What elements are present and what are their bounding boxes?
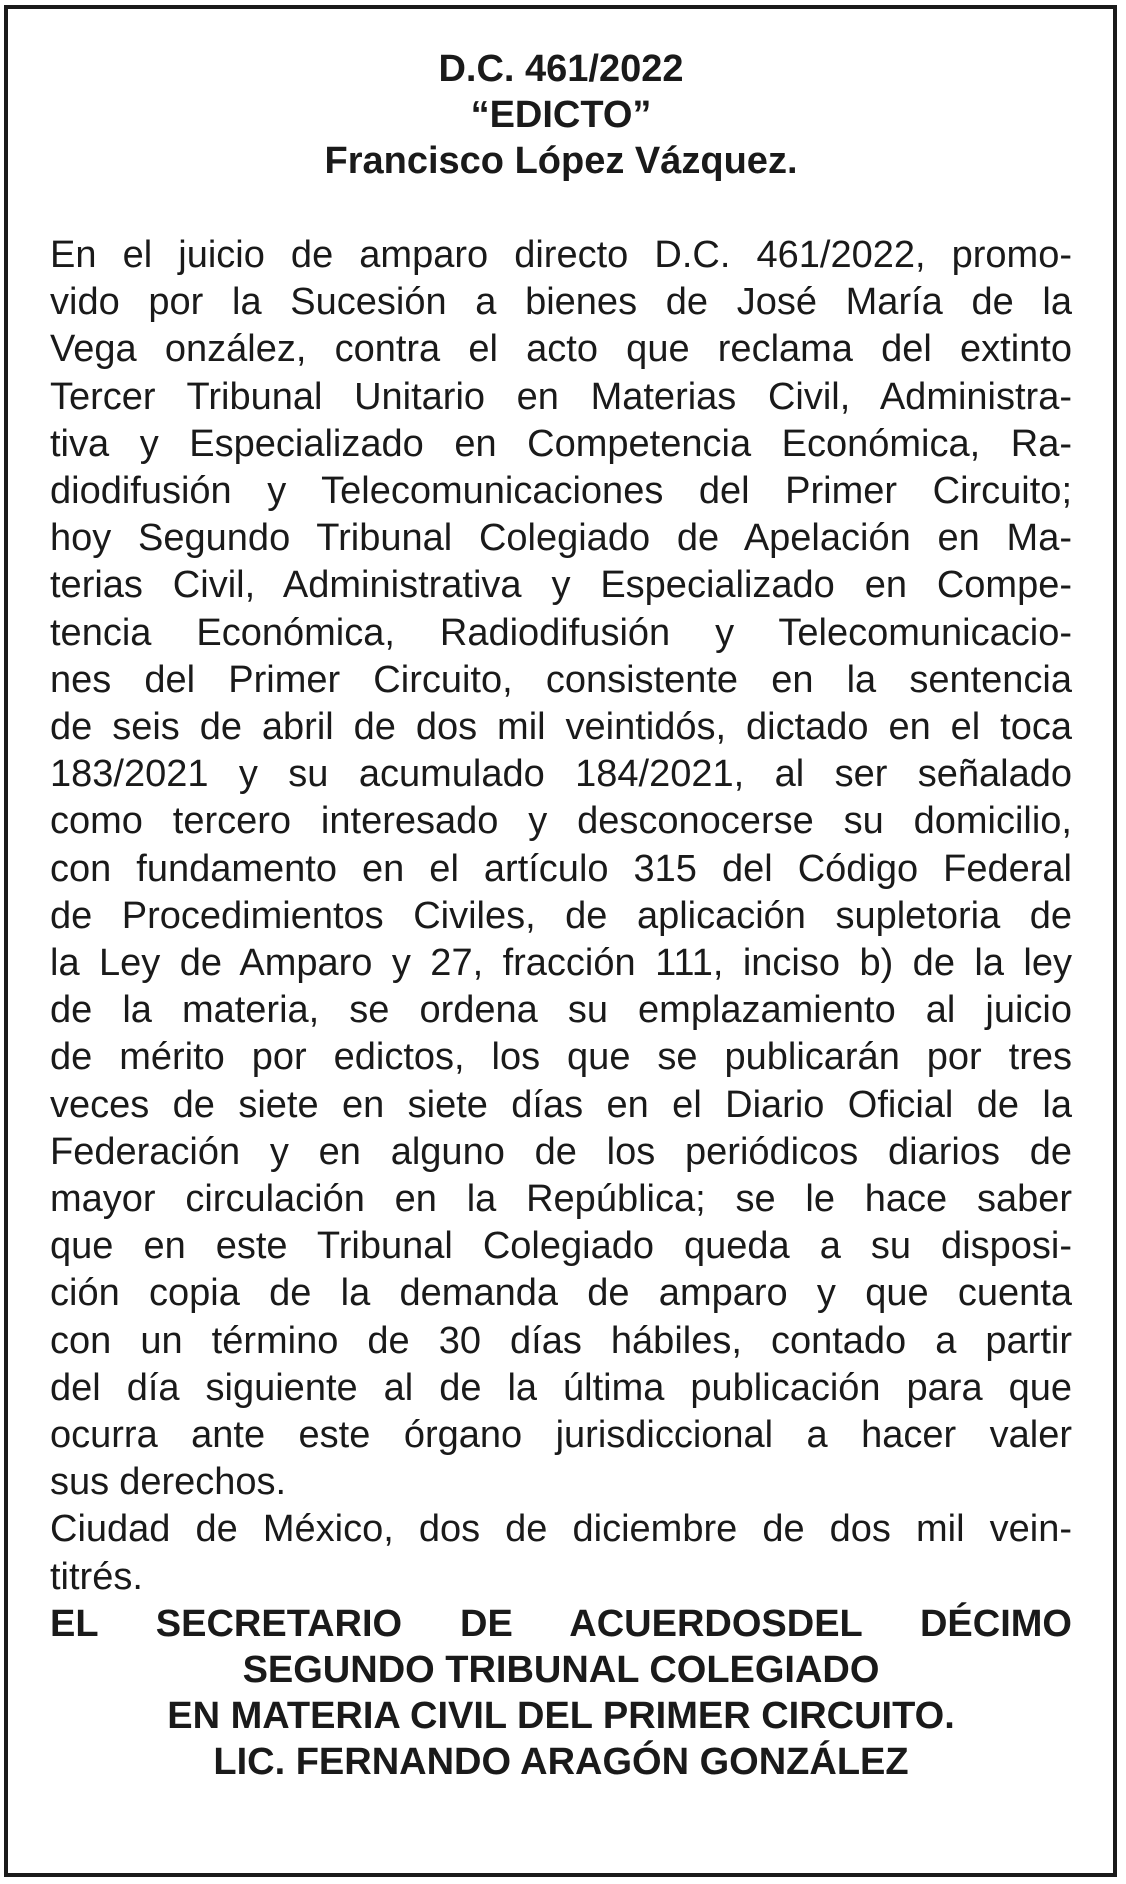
body-line: ocurra ante este órgano jurisdiccional a hacer valer <box>50 1414 1072 1457</box>
body-line: de la materia, se ordena su emplazamiento al juicio <box>50 989 1072 1032</box>
signatory-title-line: EL SECRETARIO DE ACUERDOSDEL DÉCIMO <box>50 1602 1072 1645</box>
body-line: con fundamento en el artículo 315 del Código Federal <box>50 847 1072 890</box>
signatory-title-line: EN MATERIA CIVIL DEL PRIMER CIRCUITO. <box>167 1694 955 1737</box>
body-line: veces de siete en siete días en el Diario Oficial de la <box>50 1083 1072 1126</box>
body-line: con un término de 30 días hábiles, contado a partir <box>50 1319 1072 1362</box>
signatory-title-line: SEGUNDO TRIBUNAL COLEGIADO <box>242 1648 880 1691</box>
body-line: Vega onzález, contra el acto que reclama del extinto <box>50 328 1072 371</box>
signature-block <box>50 1601 1072 1785</box>
body-line: de seis de abril de dos mil veintidós, dictado en el toca <box>50 706 1072 749</box>
document-type: “EDICTO” <box>470 94 652 136</box>
body-line: 183/2021 y su acumulado 184/2021, al ser señalado <box>50 753 1072 796</box>
body-line: Federación y en alguno de los periódicos diarios de <box>50 1130 1072 1173</box>
body-line: que en este Tribunal Colegiado queda a su disposi- <box>50 1225 1072 1268</box>
place-date-line: titrés. <box>50 1555 143 1598</box>
body-line: Tercer Tribunal Unitario en Materias Civil, Administra- <box>50 375 1072 418</box>
body-line: del día siguiente al de la última publicación para que <box>50 1366 1072 1409</box>
notice-header <box>50 46 1072 184</box>
edict-notice <box>50 46 1072 1785</box>
signatory-name: LIC. FERNANDO ARAGÓN GONZÁLEZ <box>213 1740 909 1783</box>
body-line: de mérito por edictos, los que se publicarán por tres <box>50 1036 1072 1079</box>
body-line: diodifusión y Telecomunicaciones del Primer Circuito; <box>50 470 1072 513</box>
body-line: vido por la Sucesión a bienes de José María de la <box>50 281 1072 324</box>
body-line: ción copia de la demanda de amparo y que cuenta <box>50 1272 1072 1315</box>
body-line: como tercero interesado y desconocerse su domicilio, <box>50 800 1072 843</box>
body-line: hoy Segundo Tribunal Colegiado de Apelación en Ma- <box>50 517 1072 560</box>
case-number: D.C. 461/2022 <box>438 48 684 90</box>
body-line: tencia Económica, Radiodifusión y Telecomunicacio- <box>50 611 1072 654</box>
body-line: terias Civil, Administrativa y Especializado en Compe- <box>50 564 1072 607</box>
body-line: la Ley de Amparo y 27, fracción 111, inciso b) de la ley <box>50 942 1072 985</box>
party-name: Francisco López Vázquez. <box>324 140 798 182</box>
body-line: tiva y Especializado en Competencia Económica, Ra- <box>50 422 1072 465</box>
body-line: de Procedimientos Civiles, de aplicación supletoria de <box>50 894 1072 937</box>
body-line: mayor circulación en la República; se le hace saber <box>50 1178 1072 1221</box>
body-line: sus derechos. <box>50 1461 287 1504</box>
body-line: nes del Primer Circuito, consistente en la sentencia <box>50 658 1072 701</box>
place-date-line: Ciudad de México, dos de diciembre de dos mil vein- <box>50 1508 1072 1551</box>
body-line: En el juicio de amparo directo D.C. 461/2022, promo- <box>50 234 1072 276</box>
place-date <box>50 1506 1072 1600</box>
notice-body <box>50 232 1072 1506</box>
